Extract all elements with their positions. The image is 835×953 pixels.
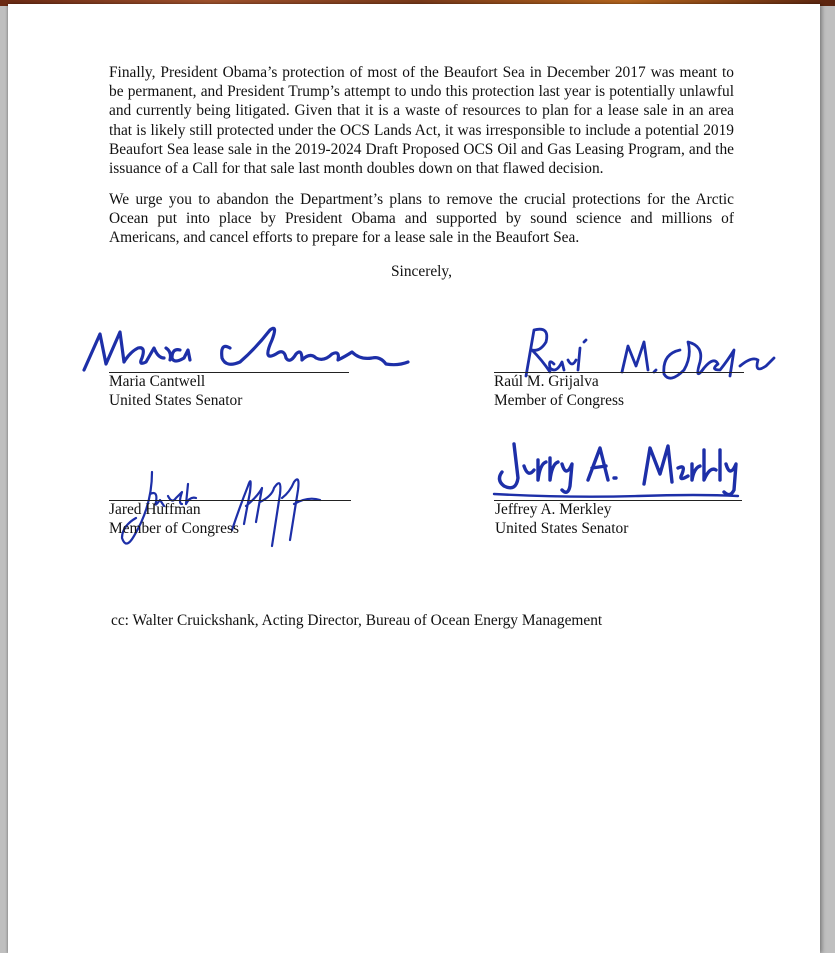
signatory-title: Member of Congress	[109, 519, 239, 537]
signatory-name: Jeffrey A. Merkley	[495, 501, 612, 518]
body-paragraph-2: We urge you to abandon the Department’s plans to remove the crucial protections for the Arctic Ocean put into place by President Obama and supported by sound science and millions of Americans, and cancel efforts to prepare for a lease sale in the Beaufort Sea.	[109, 191, 734, 247]
signature-jeffrey-merkley	[488, 434, 748, 506]
signatory-block-1	[109, 373, 242, 410]
closing-salutation: Sincerely,	[391, 263, 452, 280]
signatory-block-4	[495, 501, 628, 538]
signatory-name: Raúl M. Grijalva	[494, 373, 599, 390]
signatory-title: United States Senator	[109, 391, 243, 409]
signature-maria-cantwell	[80, 318, 410, 380]
signatory-block-2	[494, 373, 624, 410]
signatory-title: Member of Congress	[494, 391, 624, 409]
signatory-name: Maria Cantwell	[109, 373, 206, 390]
signatory-name: Jared Huffman	[109, 501, 201, 518]
signatory-block-3	[109, 501, 239, 538]
signatory-title: United States Senator	[495, 519, 629, 537]
cc-line: cc: Walter Cruickshank, Acting Director, Bureau of Ocean Energy Management	[111, 612, 603, 629]
body-paragraph-1: Finally, President Obama’s protection of most of the Beaufort Sea in December 2017 was meant to be permanent, and President Trump’s attempt to undo this protection last year is potentially unlawful and currently being litigated. Given that it is a waste of resources to plan for a lease sale in an area that is likely still protected under the OCS Lands Act, it was irresponsible to include a potential 2019 Beaufort Sea lease sale in the 2019-2024 Draft Proposed OCS Oil and Gas Leasing Program, and the issuance of a Call for that sale last month doubles down on that flawed decision.	[109, 64, 734, 178]
letter-page	[8, 4, 820, 953]
